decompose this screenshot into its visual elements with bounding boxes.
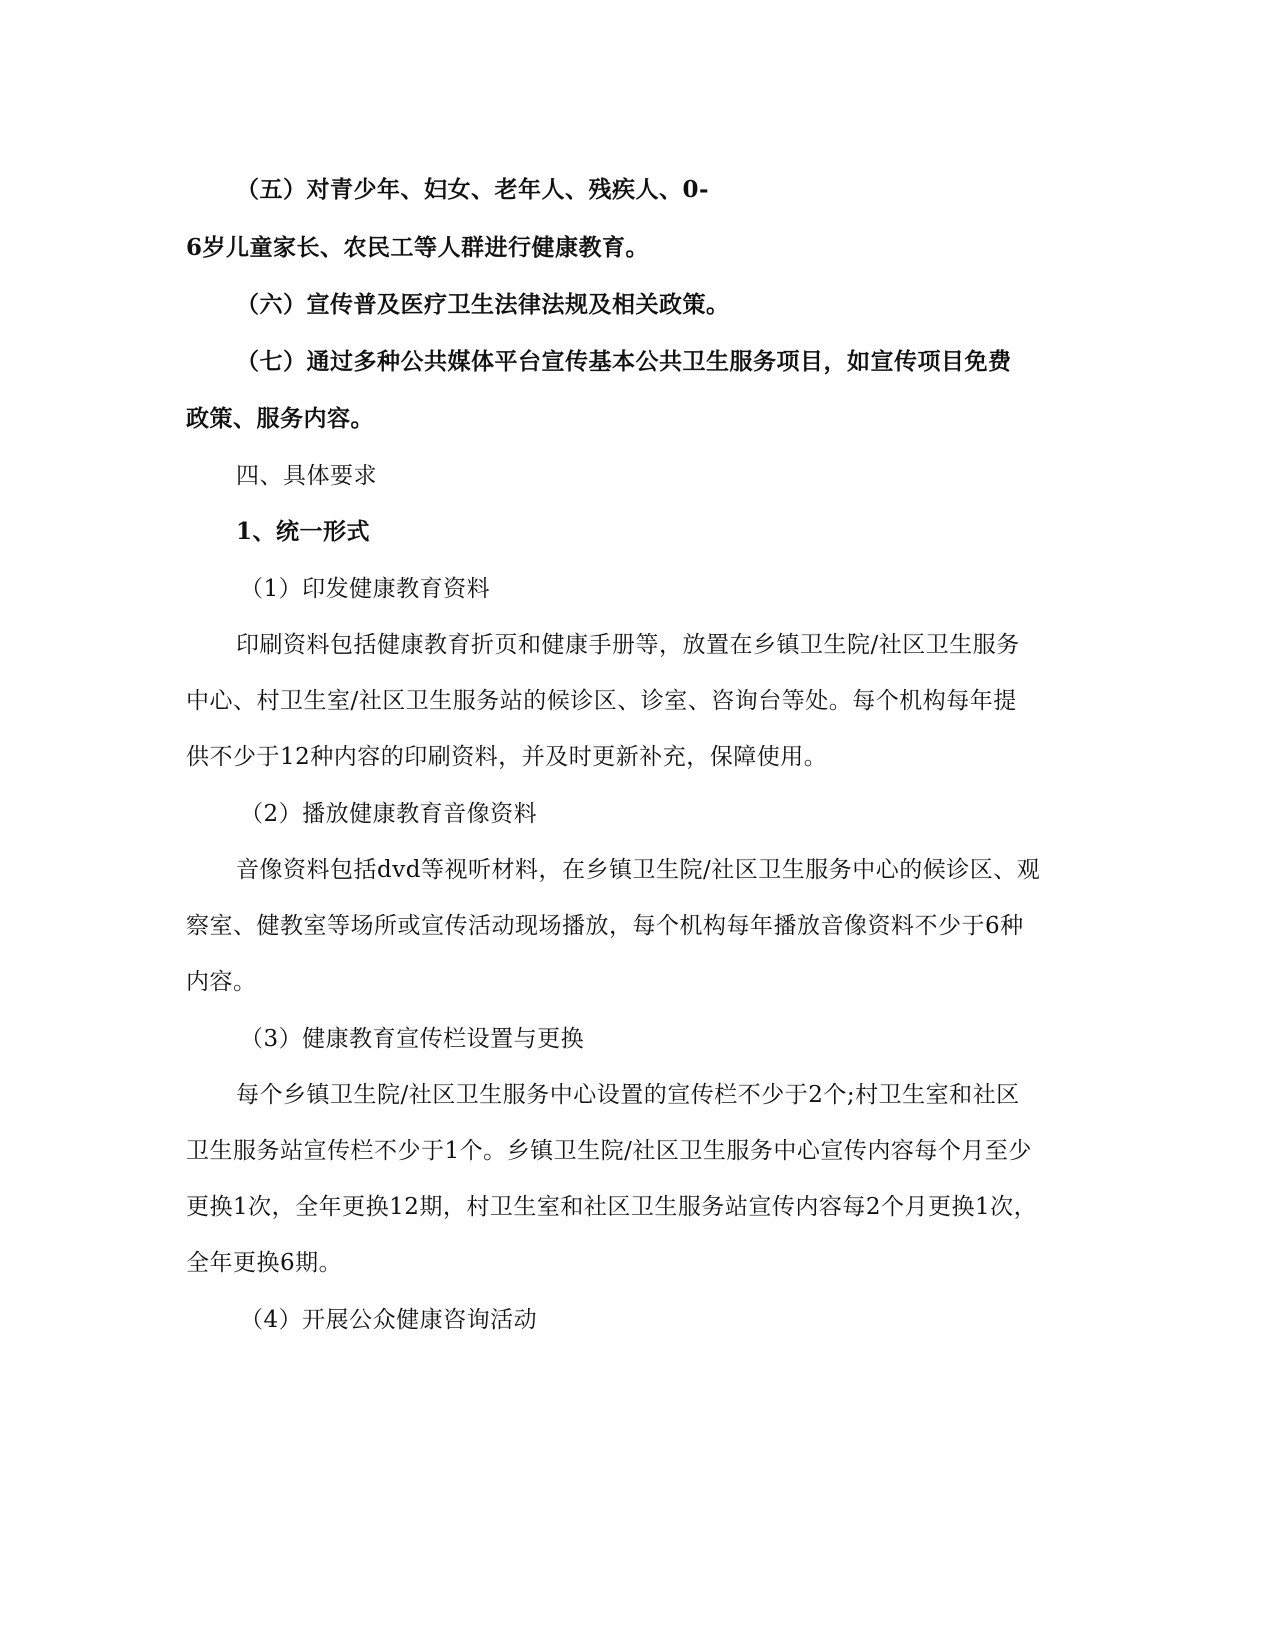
item-six: （六）宣传普及医疗卫生法律法规及相关政策。 xyxy=(236,291,730,318)
section-heading-requirements: 四、具体要求 xyxy=(236,463,377,489)
subheading-print-materials: （1）印发健康教育资料 xyxy=(240,576,491,602)
paragraph-av-line-2: 察室、健教室等场所或宣传活动现场播放，每个机构每年播放音像资料不少于6种 xyxy=(186,913,1024,939)
paragraph-board-line-2: 卫生服务站宣传栏不少于1个。乡镇卫生院/社区卫生服务中心宣传内容每个月至少 xyxy=(186,1138,1032,1164)
paragraph-print-line-1: 印刷资料包括健康教育折页和健康手册等，放置在乡镇卫生院/社区卫生服务 xyxy=(236,632,1020,658)
paragraph-print-line-2: 中心、村卫生室/社区卫生服务站的候诊区、诊室、咨询台等处。每个机构每年提 xyxy=(186,688,1017,714)
item-seven-line-1: （七）通过多种公共媒体平台宣传基本公共卫生服务项目，如宣传项目免费 xyxy=(236,348,1012,375)
subheading-audio-video: （2）播放健康教育音像资料 xyxy=(240,801,538,827)
paragraph-board-line-3: 更换1次，全年更换12期，村卫生室和社区卫生服务站宣传内容每2个月更换1次， xyxy=(186,1194,1038,1220)
subheading-bulletin-board: （3）健康教育宣传栏设置与更换 xyxy=(240,1026,585,1052)
item-five-line-2: 6岁儿童家长、农民工等人群进行健康教育。 xyxy=(186,234,650,261)
paragraph-av-line-3: 内容。 xyxy=(186,969,257,995)
item-five-line-1: （五）对青少年、妇女、老年人、残疾人、0- xyxy=(236,176,710,203)
subheading-unified-form: 1、统一形式 xyxy=(236,518,371,545)
paragraph-board-line-1: 每个乡镇卫生院/社区卫生服务中心设置的宣传栏不少于2个;村卫生室和社区 xyxy=(236,1082,1020,1108)
paragraph-print-line-3: 供不少于12种内容的印刷资料，并及时更新补充，保障使用。 xyxy=(186,744,828,770)
item-seven-line-2: 政策、服务内容。 xyxy=(186,405,374,432)
subheading-public-consultation: （4）开展公众健康咨询活动 xyxy=(240,1307,538,1333)
paragraph-board-line-4: 全年更换6期。 xyxy=(186,1250,343,1276)
paragraph-av-line-1: 音像资料包括dvd等视听材料，在乡镇卫生院/社区卫生服务中心的候诊区、观 xyxy=(236,857,1041,883)
